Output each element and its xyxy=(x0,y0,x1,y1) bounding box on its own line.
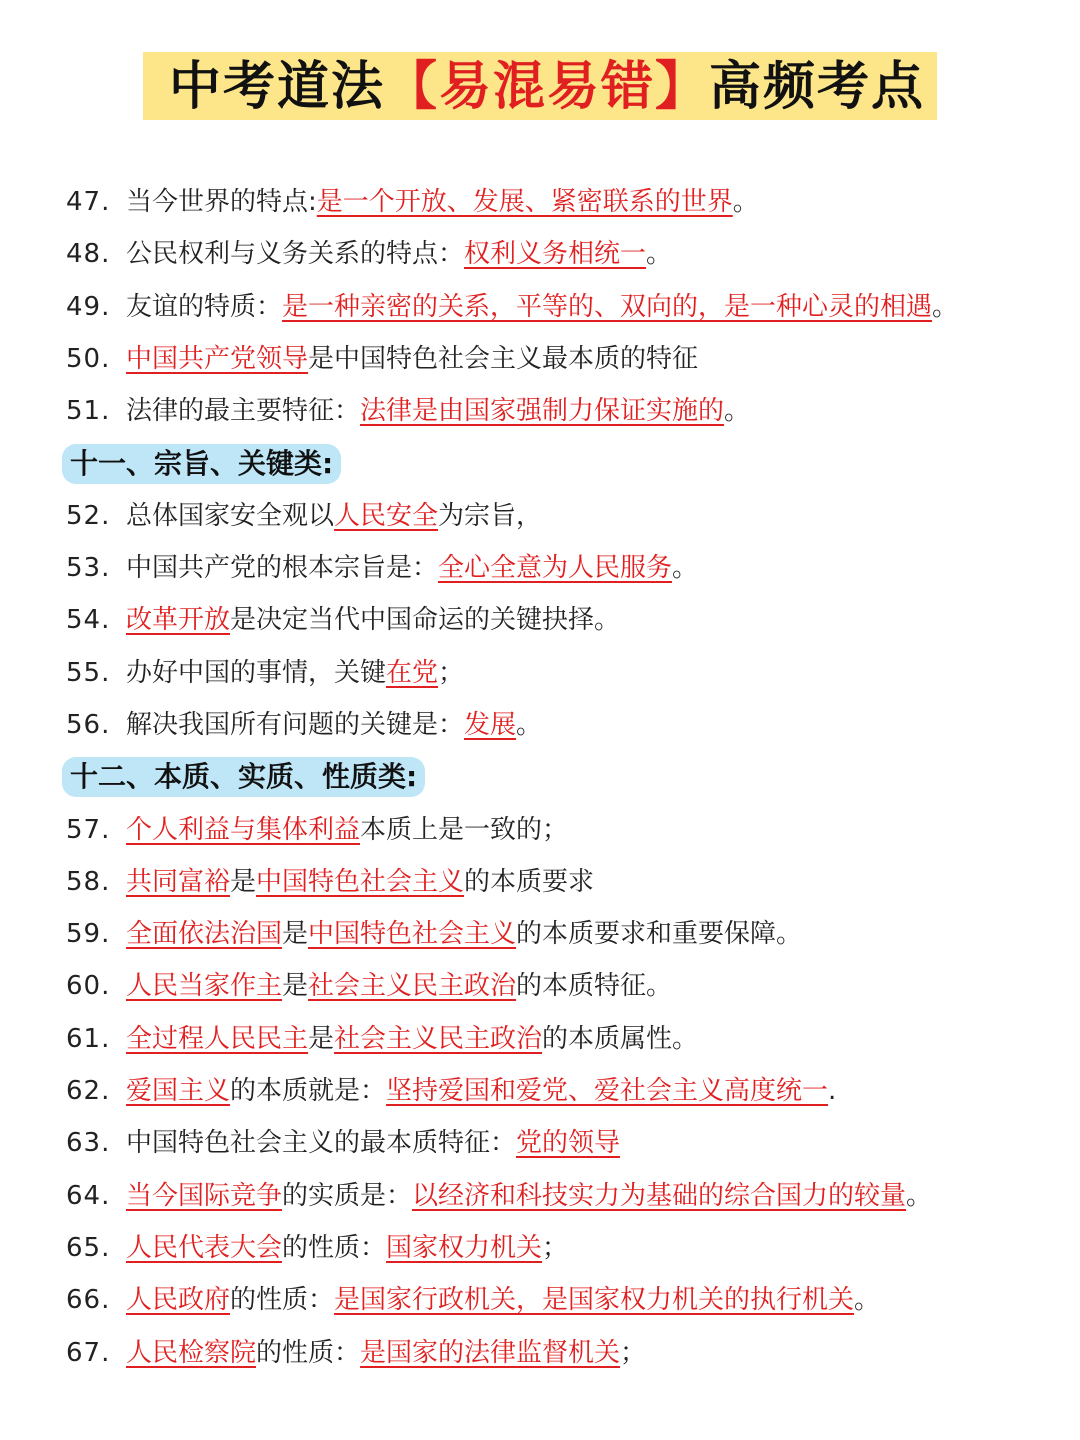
item-text: 的本质要求 xyxy=(464,866,595,897)
item-number: 66. xyxy=(66,1285,111,1316)
key-answer: 人民代表大会 xyxy=(126,1232,283,1263)
key-answer: 共同富裕 xyxy=(126,866,231,897)
item-text: 的本质属性。 xyxy=(542,1023,699,1054)
list-item xyxy=(66,1065,1056,1117)
item-text: 。 xyxy=(646,239,673,270)
key-answer: 中国共产党领导 xyxy=(126,343,309,374)
key-answer: 当今国际竞争 xyxy=(126,1180,283,1211)
item-text: 是 xyxy=(230,866,257,897)
list-item xyxy=(66,385,1056,437)
item-text: 是 xyxy=(282,919,309,950)
key-answer: 发展 xyxy=(464,709,517,740)
key-answer: 是国家的法律监督机关 xyxy=(360,1337,621,1368)
key-answer: 社会主义民主政治 xyxy=(308,971,517,1002)
list-item xyxy=(66,856,1056,908)
item-number: 55. xyxy=(66,657,111,688)
key-answer: 人民检察院 xyxy=(126,1337,257,1368)
list-item xyxy=(66,594,1056,646)
item-text: 解决我国所有问题的关键是： xyxy=(126,709,465,740)
item-text: 是 xyxy=(282,971,309,1002)
item-text: 办好中国的事情，关键 xyxy=(126,657,387,688)
item-text: 为宗旨， xyxy=(438,500,543,531)
item-number: 62. xyxy=(66,1076,111,1107)
item-number: 53. xyxy=(66,553,111,584)
key-answer: 是一种亲密的关系，平等的、双向的，是一种心灵的相遇 xyxy=(282,291,933,322)
key-answer: 中国特色社会主义 xyxy=(256,866,465,897)
title-bar xyxy=(0,52,1080,120)
list-item xyxy=(66,1117,1056,1169)
item-number: 52. xyxy=(66,500,111,531)
item-text: 的本质要求和重要保障。 xyxy=(516,919,803,950)
key-answer: 是国家行政机关，是国家权力机关的执行机关 xyxy=(334,1285,855,1316)
list-item xyxy=(66,1170,1056,1222)
key-answer: 法律是由国家强制力保证实施的 xyxy=(360,396,725,427)
item-text: 。 xyxy=(724,396,751,427)
section-heading-row xyxy=(66,751,1056,803)
item-text: 。 xyxy=(906,1180,933,1211)
item-text: 的本质特征。 xyxy=(516,971,673,1002)
key-answer: 以经济和科技实力为基础的综合国力的较量 xyxy=(412,1180,907,1211)
item-text: 本质上是一致的； xyxy=(360,814,569,845)
item-text: 是决定当代中国命运的关键抉择。 xyxy=(230,605,621,636)
item-number: 51. xyxy=(66,396,111,427)
item-number: 63. xyxy=(66,1128,111,1159)
item-number: 54. xyxy=(66,605,111,636)
list-item xyxy=(66,333,1056,385)
list-item xyxy=(66,1013,1056,1065)
title-part-3: 高频考点 xyxy=(709,57,926,117)
item-text: 中国特色社会主义的最本质特征： xyxy=(126,1128,517,1159)
key-answer: 人民当家作主 xyxy=(126,971,283,1002)
item-text: ； xyxy=(620,1337,647,1368)
item-number: 65. xyxy=(66,1232,111,1263)
item-text: ； xyxy=(542,1232,569,1263)
item-number: 58. xyxy=(66,866,111,897)
key-answer: 全面依法治国 xyxy=(126,919,283,950)
key-answer: 权利义务相统一 xyxy=(464,239,647,270)
list-item xyxy=(66,960,1056,1012)
item-text: 的性质： xyxy=(230,1285,335,1316)
title-part-2: 【易混易错】 xyxy=(384,57,709,117)
title-part-1: 中考道法 xyxy=(168,57,385,117)
item-text: 的性质： xyxy=(282,1232,387,1263)
item-text: 。 xyxy=(672,553,699,584)
list-item xyxy=(66,908,1056,960)
key-answer: 中国特色社会主义 xyxy=(308,919,517,950)
key-answer: 在党 xyxy=(386,657,439,688)
item-number: 56. xyxy=(66,709,111,740)
item-text: 的实质是： xyxy=(282,1180,413,1211)
list-item xyxy=(66,176,1056,228)
item-text: 。 xyxy=(516,709,543,740)
list-item xyxy=(66,228,1056,280)
item-number: 67. xyxy=(66,1337,111,1368)
key-answer: 人民政府 xyxy=(126,1285,231,1316)
section-heading-row xyxy=(66,437,1056,489)
item-number: 47. xyxy=(66,187,111,217)
item-text: 是中国特色社会主义最本质的特征 xyxy=(308,343,699,374)
list-item xyxy=(66,1222,1056,1274)
key-answer: 是一个开放、发展、紧密联系的世界 xyxy=(316,187,733,217)
item-number: 61. xyxy=(66,1023,111,1054)
item-text: 的本质就是： xyxy=(230,1076,387,1107)
item-number: 57. xyxy=(66,814,111,845)
key-answer: 爱国主义 xyxy=(126,1076,231,1107)
item-text: . xyxy=(828,1076,837,1107)
item-text: 公民权利与义务关系的特点： xyxy=(126,239,465,270)
item-text: 中国共产党的根本宗旨是： xyxy=(126,553,439,584)
item-text: ； xyxy=(438,657,465,688)
key-answer: 全心全意为人民服务 xyxy=(438,553,673,584)
list-item xyxy=(66,542,1056,594)
item-number: 64. xyxy=(66,1180,111,1211)
key-answer: 国家权力机关 xyxy=(386,1232,543,1263)
item-number: 60. xyxy=(66,971,111,1002)
key-answer: 改革开放 xyxy=(126,605,231,636)
item-text: 是 xyxy=(308,1023,335,1054)
list-item xyxy=(66,281,1056,333)
item-text: 的性质： xyxy=(256,1337,361,1368)
item-number: 48. xyxy=(66,239,111,270)
key-answer: 党的领导 xyxy=(516,1128,621,1159)
item-number: 50. xyxy=(66,343,111,374)
section-heading: 十二、本质、实质、性质类: xyxy=(62,757,425,797)
key-answer: 社会主义民主政治 xyxy=(334,1023,543,1054)
item-number: 59. xyxy=(66,919,111,950)
item-text: 当今世界的特点: xyxy=(126,187,317,217)
list-item xyxy=(66,490,1056,542)
key-answer: 个人利益与集体利益 xyxy=(126,814,361,845)
item-text: 。 xyxy=(854,1285,881,1316)
key-answer: 全过程人民民主 xyxy=(126,1023,309,1054)
item-text: 法律的最主要特征： xyxy=(126,396,361,427)
key-answer: 坚持爱国和爱党、爱社会主义高度统一 xyxy=(386,1076,829,1107)
item-text: 。 xyxy=(932,291,959,322)
section-heading: 十一、宗旨、关键类: xyxy=(62,444,341,484)
list-item xyxy=(66,647,1056,699)
content-list xyxy=(66,176,1056,1379)
page-title xyxy=(143,52,937,120)
list-item xyxy=(66,804,1056,856)
list-item xyxy=(66,1274,1056,1326)
item-text: 。 xyxy=(732,187,759,217)
list-item xyxy=(66,699,1056,751)
key-answer: 人民安全 xyxy=(334,500,439,531)
item-text: 总体国家安全观以 xyxy=(126,500,335,531)
item-number: 49. xyxy=(66,291,111,322)
list-item xyxy=(66,1327,1056,1379)
item-text: 友谊的特质： xyxy=(126,291,283,322)
